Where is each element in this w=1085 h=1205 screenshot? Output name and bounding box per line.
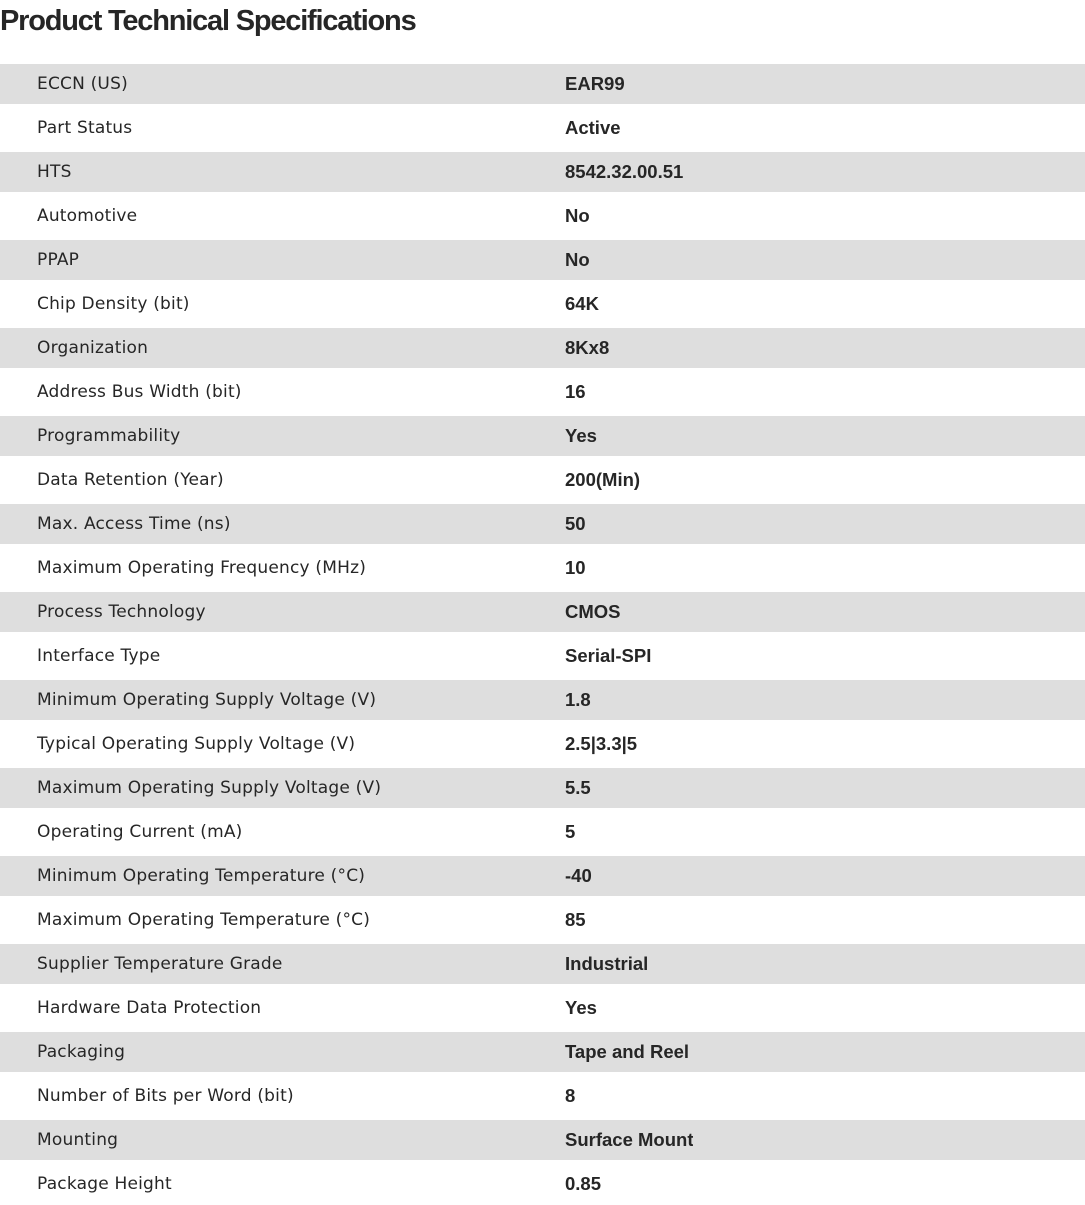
spec-value: 2.5|3.3|5 — [565, 732, 638, 754]
table-row — [0, 328, 1085, 368]
spec-value: Yes — [565, 425, 597, 446]
spec-label: Operating Current (mA) — [37, 821, 243, 842]
spec-value: 1.8 — [565, 689, 591, 710]
table-row — [0, 986, 1085, 1029]
table-row — [0, 768, 1085, 808]
spec-label: PPAP — [37, 250, 80, 270]
spec-value: Industrial — [565, 953, 649, 974]
spec-value: Tape and Reel — [565, 1041, 690, 1062]
table-row — [0, 458, 1085, 501]
table-row — [0, 592, 1085, 632]
spec-value: No — [565, 249, 590, 270]
spec-value: 200(Min) — [565, 468, 641, 490]
spec-value: Surface Mount — [565, 1129, 694, 1150]
table-row — [0, 64, 1085, 104]
spec-value: No — [565, 204, 590, 226]
table-row — [0, 416, 1085, 456]
table-row — [0, 546, 1085, 589]
spec-label: Packaging — [37, 1042, 126, 1062]
table-row — [0, 152, 1085, 192]
spec-value: 10 — [565, 556, 586, 578]
page-title: Product Technical Specifications — [0, 5, 416, 37]
table-row — [0, 1120, 1085, 1160]
spec-label: Chip Density (bit) — [37, 293, 190, 314]
table-row — [0, 1032, 1085, 1072]
spec-label: Maximum Operating Supply Voltage (V) — [37, 778, 382, 798]
table-row — [0, 680, 1085, 720]
spec-value: 8Kx8 — [565, 337, 610, 358]
spec-value: 8 — [565, 1084, 576, 1106]
spec-label: Mounting — [37, 1130, 119, 1150]
spec-value: Yes — [565, 996, 597, 1018]
spec-label: Automotive — [37, 205, 138, 226]
spec-label: Package Height — [37, 1173, 172, 1194]
spec-value: 85 — [565, 908, 586, 930]
spec-value: Serial-SPI — [565, 644, 652, 666]
spec-label: Minimum Operating Temperature (°C) — [37, 866, 366, 886]
spec-label: Data Retention (Year) — [37, 469, 224, 490]
table-row — [0, 1074, 1085, 1117]
spec-value: 0.85 — [565, 1172, 602, 1194]
spec-value: Active — [565, 116, 621, 138]
spec-label: Organization — [37, 338, 149, 358]
spec-value: 8542.32.00.51 — [565, 161, 684, 182]
spec-label: Interface Type — [37, 645, 161, 666]
spec-value: 5.5 — [565, 777, 591, 798]
spec-label: Hardware Data Protection — [37, 997, 262, 1018]
spec-value: CMOS — [565, 601, 621, 622]
spec-value: 50 — [565, 513, 586, 534]
spec-label: ECCN (US) — [37, 74, 128, 94]
table-row — [0, 370, 1085, 413]
spec-label: Maximum Operating Temperature (°C) — [37, 909, 371, 930]
table-row — [0, 1162, 1085, 1205]
spec-value: 64K — [565, 292, 599, 314]
spec-label: Part Status — [37, 117, 133, 138]
table-row — [0, 898, 1085, 941]
spec-label: Process Technology — [37, 602, 206, 622]
table-row — [0, 810, 1085, 853]
table-row — [0, 282, 1085, 325]
table-row — [0, 944, 1085, 984]
table-row — [0, 240, 1085, 280]
spec-label: Max. Access Time (ns) — [37, 514, 231, 534]
spec-label: Typical Operating Supply Voltage (V) — [37, 733, 356, 754]
table-row — [0, 194, 1085, 237]
spec-value: 5 — [565, 820, 576, 842]
spec-label: Programmability — [37, 426, 181, 446]
spec-label: Supplier Temperature Grade — [37, 954, 283, 974]
spec-label: HTS — [37, 162, 72, 182]
table-row — [0, 504, 1085, 544]
spec-label: Maximum Operating Frequency (MHz) — [37, 557, 367, 578]
spec-label: Number of Bits per Word (bit) — [37, 1085, 294, 1106]
spec-label: Minimum Operating Supply Voltage (V) — [37, 690, 377, 710]
spec-table — [0, 61, 1085, 1205]
spec-value: -40 — [565, 865, 592, 886]
spec-label: Address Bus Width (bit) — [37, 381, 242, 402]
table-row — [0, 722, 1085, 765]
spec-value: 16 — [565, 380, 586, 402]
table-row — [0, 634, 1085, 677]
spec-value: EAR99 — [565, 73, 625, 94]
table-row — [0, 106, 1085, 149]
table-row — [0, 856, 1085, 896]
